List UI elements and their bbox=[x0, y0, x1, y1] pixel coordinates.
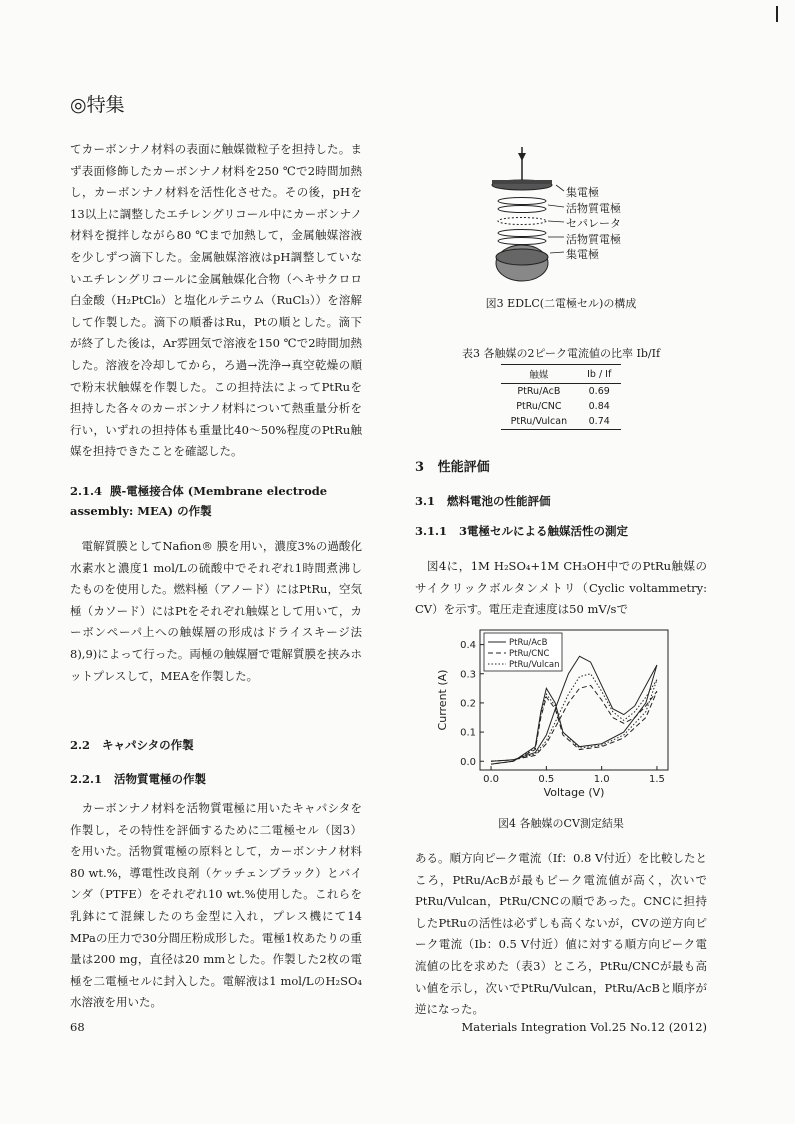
table-cell: PtRu/AcB bbox=[517, 386, 561, 397]
table-cell: 0.69 bbox=[588, 386, 610, 397]
section-2-1-4-paragraph: 電解質膜としてNafion® 膜を用い，濃度3%の過酸化水素水と濃度1 mol/Lの硫酸中でそれぞれ1時間煮沸したものを使用した。燃料極（アノード）にはPtRu，空気極（カソード）にはPtをそれぞれ触媒として用いて，カーボンペーパ上への触媒層の形成はドライスキージ法8),9)によって行った。両極の触媒層で電解質膜を挟みホットプレスして，MEAを作製した。 bbox=[70, 539, 362, 683]
section-3-1-1-paragraph: 図4に，1M H₂SO₄+1M CH₃OH中でのPtRu触媒のサイクリックボルタンメトリ（Cyclic voltammetry: CV）を示す。電圧走査速度は50 mV/sで bbox=[415, 559, 707, 617]
table-cell: 0.74 bbox=[588, 416, 610, 427]
fig3-label-collector-top: 集電極 bbox=[566, 186, 599, 199]
figure-4-caption: 図4 各触媒のCV測定結果 bbox=[498, 817, 624, 830]
y-tick-label: 0.0 bbox=[460, 756, 476, 768]
series-line-2 bbox=[491, 674, 657, 764]
table-row bbox=[501, 384, 622, 400]
section-title: 活物質電極の作製 bbox=[114, 772, 207, 786]
y-tick-label: 0.4 bbox=[460, 640, 476, 652]
section-number: 3.1 bbox=[415, 494, 436, 508]
section-number: 2.2 bbox=[70, 738, 91, 752]
cv-chart-svg bbox=[430, 622, 690, 810]
section-title: キャパシタの作製 bbox=[102, 738, 194, 752]
section-title: 3電極セルによる触媒活性の測定 bbox=[459, 524, 629, 538]
table-3-wrapper bbox=[415, 364, 707, 430]
figure-4-chart bbox=[430, 622, 690, 810]
table-header-cell: Ib / If bbox=[587, 368, 612, 380]
current-collector-bottom bbox=[496, 245, 548, 281]
table-cell: PtRu/Vulcan bbox=[510, 416, 568, 427]
current-collector-top bbox=[492, 180, 552, 190]
section-number: 3 bbox=[415, 460, 425, 475]
table-header-cell: 触媒 bbox=[529, 370, 549, 381]
x-tick-label: 1.0 bbox=[593, 774, 610, 785]
x-tick-label: 0.0 bbox=[483, 774, 500, 785]
table-3-caption: 表3 各触媒の2ピーク電流値の比率 Ib/If bbox=[461, 347, 661, 360]
section-number: 3.1.1 bbox=[415, 524, 448, 538]
y-axis-label: Current (A) bbox=[436, 669, 449, 731]
table-row bbox=[501, 414, 622, 430]
special-feature-header: ◎特集 bbox=[70, 94, 125, 116]
table-cell: 0.84 bbox=[588, 401, 610, 412]
section-2-2-1-heading bbox=[70, 769, 362, 789]
section-2-1-4-heading bbox=[70, 481, 362, 521]
journal-citation: Materials Integration Vol.25 No.12 (2012) bbox=[461, 1020, 707, 1034]
x-tick-label: 1.5 bbox=[648, 774, 665, 785]
legend-label: PtRu/AcB bbox=[509, 638, 548, 648]
section-2-2-1-paragraph: カーボンナノ材料を活物質電極に用いたキャパシタを作製し，その特性を評価するために二電極セル（図3）を用いた。活物質電極の原料として，カーボンナノ材料80 wt.%，導電性改良剤（ケッチェンブラック）とバインダ（PTFE）をそれぞれ10 wt.%使用した。これらを乳鉢にて混練したのち金型に入れ，プレス機にて14 MPaの圧力で30分間圧粉成形した。電極1枚あたりの重量は200 mg，直径は20 mmとした。作製した2枚の電極を二電極セルに封入した。電解液は1 mol/LのH₂SO₄水溶液を用いた。 bbox=[70, 801, 362, 1010]
x-axis-label: Voltage (V) bbox=[543, 786, 605, 799]
intro-paragraph: てカーボンナノ材料の表面に触媒微粒子を担持した。まず表面修飾したカーボンナノ材料を250 ℃で2時間加熱し，カーボンナノ材料を活性化させた。その後，pHを13以上に調整したエチレングリコール中にカーボンナノ材料を撹拌しながら80 ℃まで加熱して，金属触媒溶液を少しずつ滴下した。金属触媒溶液はpH調整していないエチレングリコールに金属触媒化合物（ヘキサクロロ白金酸（H₂PtCl₆）と塩化ルテニウム（RuCl₃））を溶解して作製した。滴下の順番はRu，Ptの順とした。滴下が終了した後は，Ar雰囲気で溶液を150 ℃で2時間加熱した。溶液を冷却してから，ろ過→洗浄→真空乾燥の順で粉末状触媒を作製した。この担持法によってPtRuを担持した各々のカーボンナノ材料について熱重量分析を行い，いずれの担持体も重量比40～50%程度のPtRu触媒を担持できたことを確認した。 bbox=[70, 142, 362, 459]
table-3 bbox=[501, 364, 622, 430]
terminal-top-icon bbox=[518, 147, 526, 181]
legend-label: PtRu/CNC bbox=[509, 649, 550, 659]
y-tick-label: 0.1 bbox=[460, 727, 476, 739]
separator bbox=[498, 218, 546, 225]
page-edge-mark bbox=[776, 6, 778, 22]
fig3-label-electrode-top: 活物質電極 bbox=[566, 201, 621, 215]
section-3-1-heading bbox=[415, 491, 707, 511]
x-tick-label: 0.5 bbox=[538, 774, 555, 785]
section-3-1-1-heading bbox=[415, 521, 707, 541]
page-number: 68 bbox=[70, 1020, 85, 1034]
table-cell: PtRu/CNC bbox=[516, 401, 562, 412]
series-line-1 bbox=[491, 685, 657, 764]
fig3-label-separator: セパレータ bbox=[566, 217, 621, 230]
active-electrode-top bbox=[498, 198, 546, 213]
fig3-label-electrode-bottom: 活物質電極 bbox=[566, 232, 621, 246]
paragraph-after-fig4: ある。順方向ピーク電流（If：0.8 V付近）を比較したところ，PtRu/AcBが最もピーク電流値が高く，次いでPtRu/Vulcan，PtRu/CNCの順であった。CNCに担持したPtRuの活性は必ずしも高くないが，CVの逆方向ピーク電流（Ib：0.5 V付近）値に対する順方向ピーク電流値の比を求めた（表3）ところ，PtRu/CNCが最も高い値を示し，次いでPtRu/Vulcan，PtRu/AcBと順序が逆になった。 bbox=[415, 851, 707, 1017]
section-title: 性能評価 bbox=[437, 460, 490, 475]
y-tick-label: 0.3 bbox=[460, 669, 476, 681]
active-electrode-bottom bbox=[498, 230, 546, 245]
figure-3-labels bbox=[566, 185, 621, 263]
section-number: 2.2.1 bbox=[70, 772, 103, 786]
section-2-2-heading bbox=[70, 735, 362, 755]
fig3-label-collector-bottom: 集電極 bbox=[566, 248, 599, 261]
legend-label: PtRu/Vulcan bbox=[509, 660, 560, 670]
y-tick-label: 0.2 bbox=[460, 698, 476, 710]
section-title: 燃料電池の性能評価 bbox=[447, 494, 551, 508]
series-line-0 bbox=[491, 656, 657, 764]
section-title: 膜-電極接合体 (Membrane electrode assembly: MEA) の作製 bbox=[70, 484, 328, 518]
figure-3-caption: 図3 EDLC(二電極セル)の構成 bbox=[485, 297, 637, 310]
section-number: 2.1.4 bbox=[70, 484, 103, 498]
table-header-row bbox=[501, 365, 622, 384]
table-row bbox=[501, 399, 622, 414]
section-3-heading bbox=[415, 458, 707, 478]
